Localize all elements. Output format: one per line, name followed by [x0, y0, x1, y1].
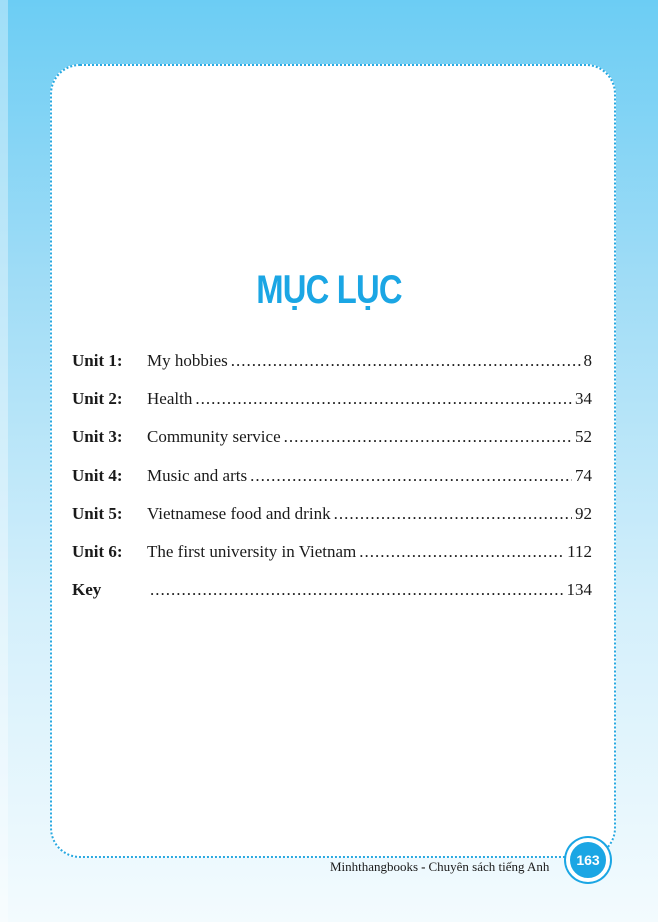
toc-unit-label: Unit 1:: [72, 351, 123, 370]
toc-row-unit-2: [72, 386, 592, 424]
page-title: MỤC LỤC: [256, 268, 402, 312]
toc-row-unit-6: [72, 539, 592, 577]
toc-page-number: 134: [566, 580, 592, 600]
toc-page-number: 8: [583, 351, 592, 370]
toc-dot-leader: [334, 501, 572, 527]
toc-unit-label: Unit 4:: [72, 465, 123, 485]
toc-dot-leader: [195, 386, 572, 412]
toc-page-number: 52: [575, 427, 592, 447]
toc-unit-label: Key: [72, 580, 102, 600]
toc-dot-leader: [150, 577, 564, 603]
footer-publisher-line: [330, 858, 549, 876]
table-of-contents: [72, 348, 592, 615]
toc-page-number: 34: [575, 389, 592, 409]
toc-dot-leader: [284, 424, 572, 450]
toc-unit-label: Unit 5:: [72, 503, 123, 523]
toc-page-number: 92: [575, 503, 592, 523]
toc-unit-title: My hobbies: [147, 351, 228, 370]
toc-unit-label: Unit 6:: [72, 541, 123, 561]
footer-tagline: Chuyên sách tiếng Anh: [428, 859, 550, 874]
toc-row-unit-4: [72, 463, 592, 501]
toc-dot-leader: [359, 539, 564, 565]
footer-separator: -: [421, 859, 426, 874]
toc-unit-title: The first university in Vietnam: [147, 541, 357, 561]
toc-row-unit-1: [72, 348, 592, 386]
toc-dot-leader: [250, 463, 572, 489]
toc-page-number: 112: [567, 541, 592, 561]
toc-unit-title: Vietnamese food and drink: [147, 503, 331, 523]
toc-page-number: 74: [575, 465, 592, 485]
toc-unit-label: Unit 3:: [72, 427, 123, 447]
page-number-badge: 163: [566, 838, 610, 882]
footer-publisher: Minhthangbooks: [330, 859, 419, 874]
toc-unit-title: Music and arts: [147, 465, 248, 485]
toc-unit-title: Community service: [147, 427, 281, 447]
page-edge: [0, 0, 8, 922]
toc-row-key: [72, 577, 592, 615]
toc-unit-title: Health: [147, 389, 193, 409]
toc-unit-label: Unit 2:: [72, 389, 123, 409]
toc-row-unit-5: [72, 501, 592, 539]
toc-dot-leader: [231, 348, 581, 374]
toc-row-unit-3: [72, 424, 592, 462]
